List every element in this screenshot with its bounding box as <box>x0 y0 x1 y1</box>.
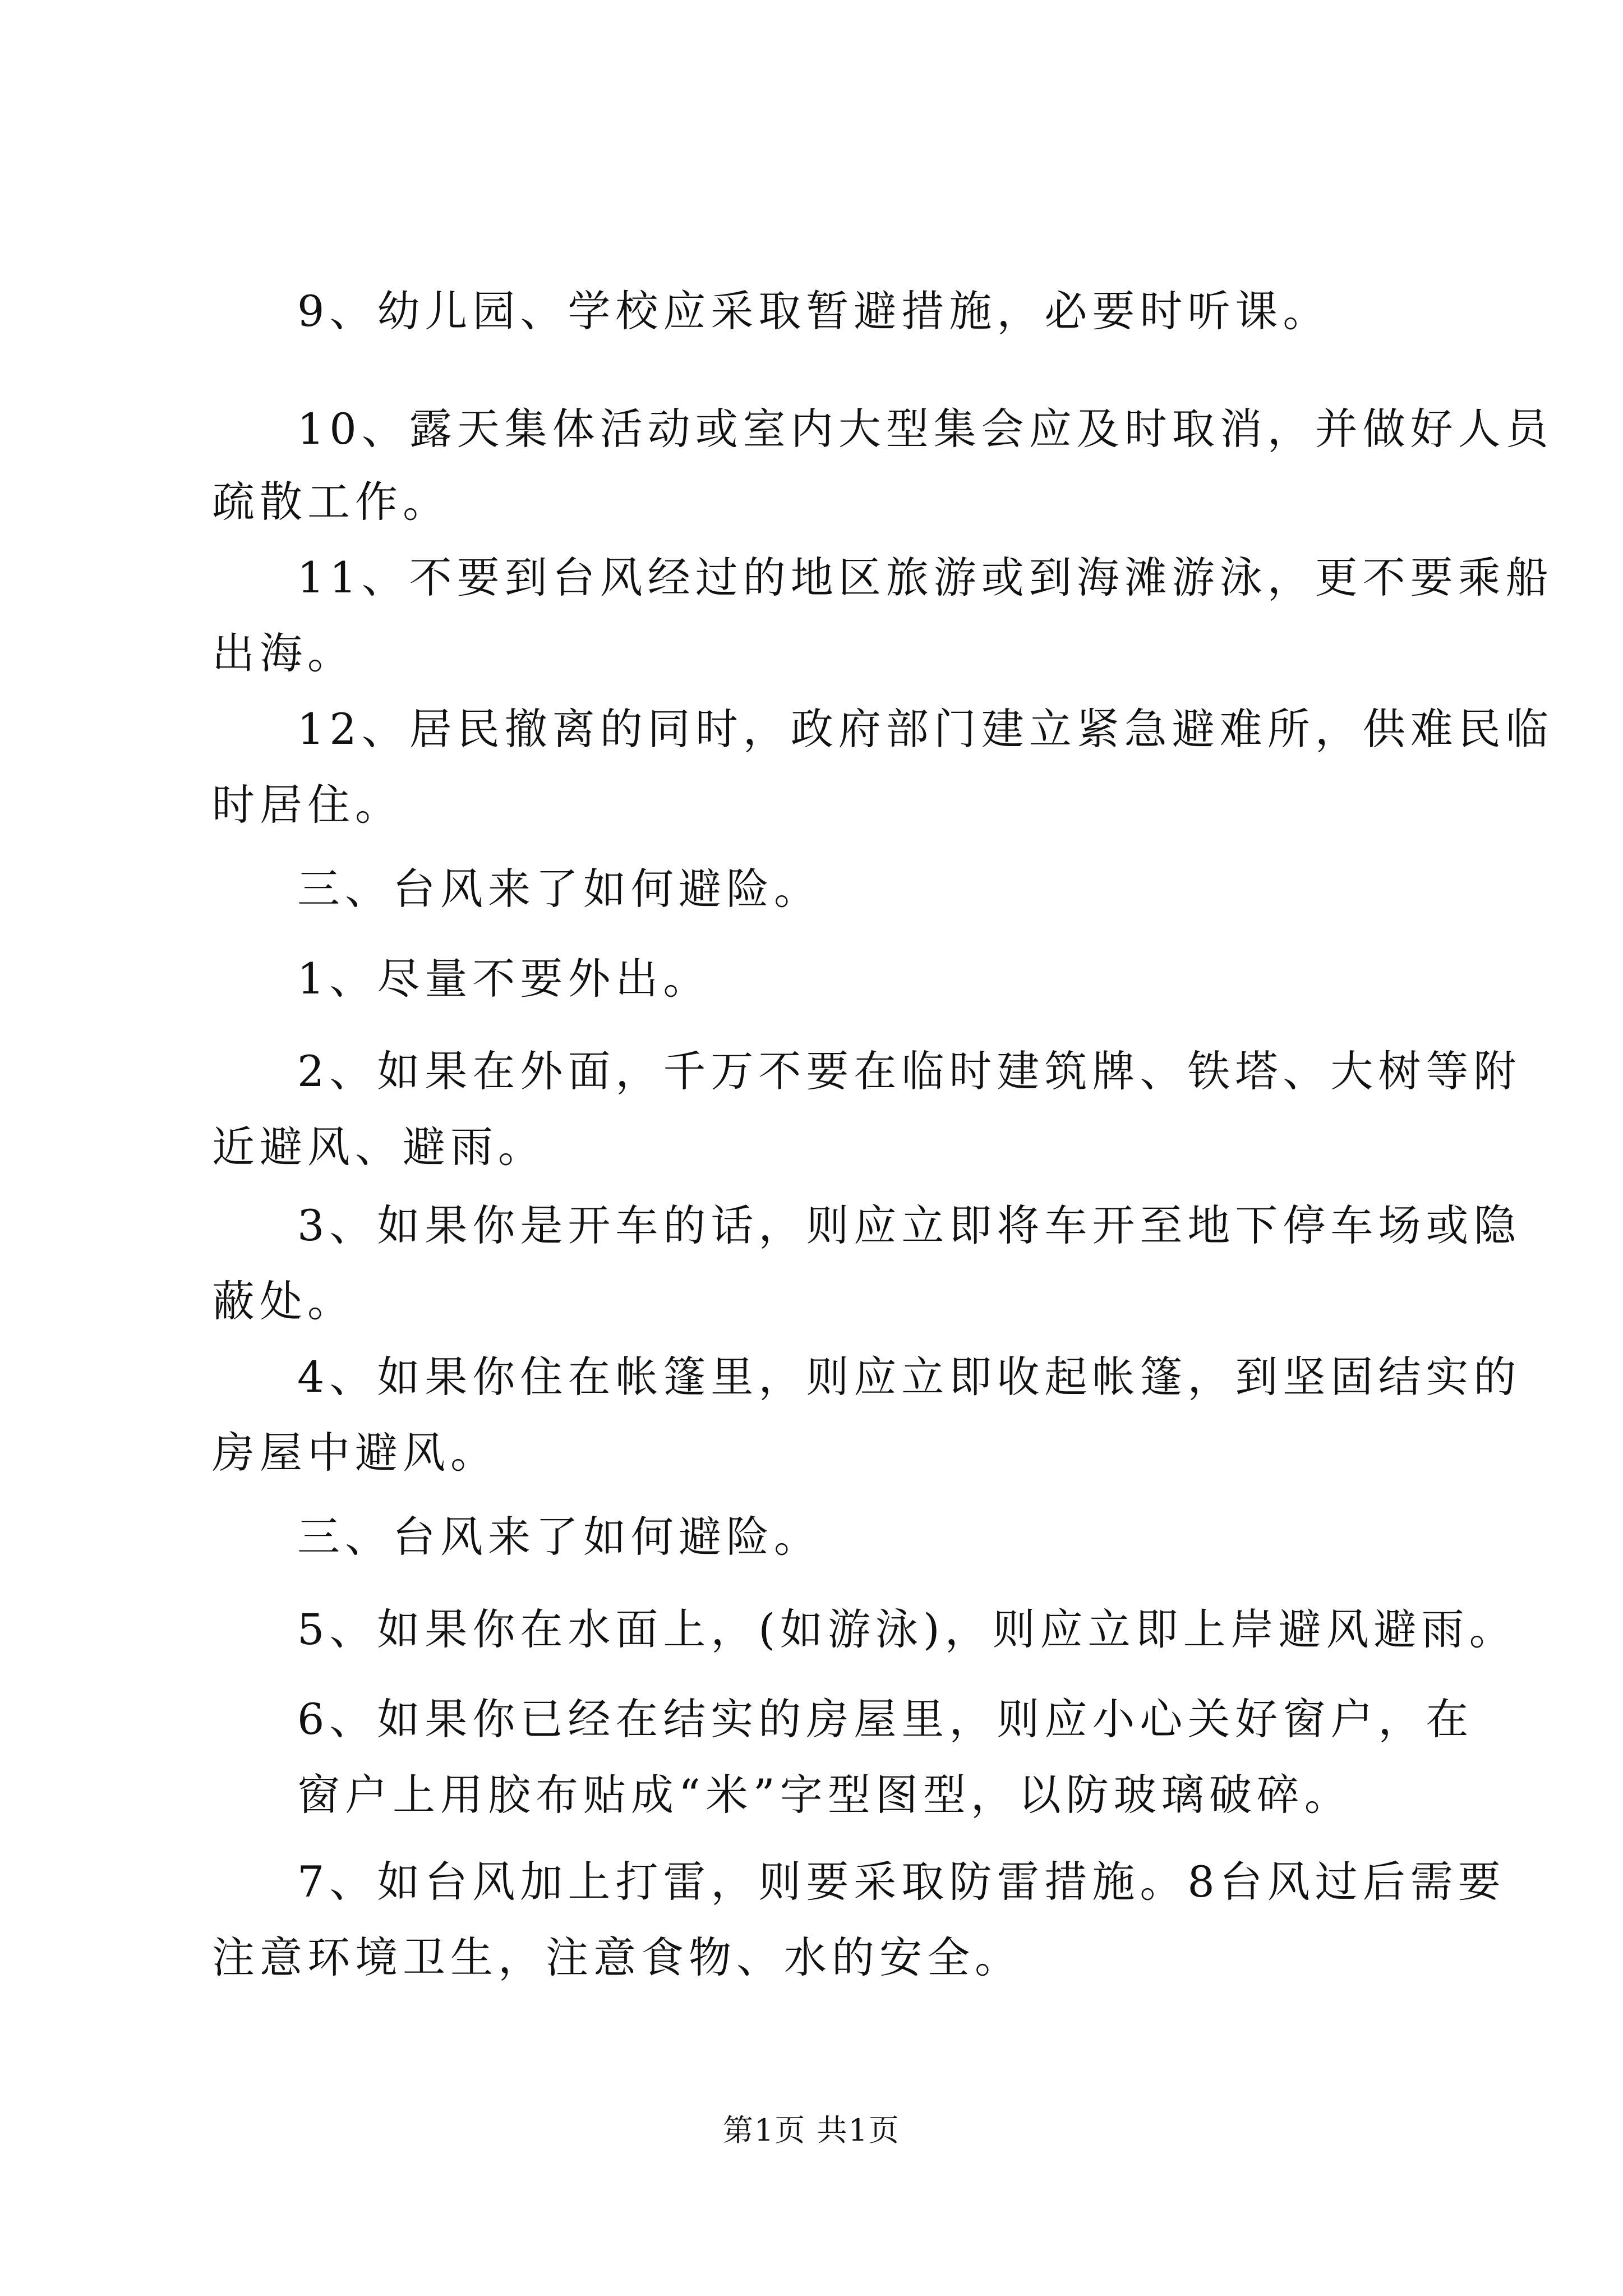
paragraph-line-2: 10、露天集体活动或室内大型集会应及时取消，并做好人员 <box>297 404 1553 454</box>
paragraph-line-5: 出海。 <box>212 628 355 678</box>
paragraph-line-14: 4、如果你住在帐篷里，则应立即收起帐篷，到坚固结实的 <box>297 1352 1521 1402</box>
paragraph-line-17: 5、如果你在水面上，(如游泳)，则应立即上岸避风避雨。 <box>297 1604 1517 1654</box>
paragraph-line-1: 9、幼儿园、学校应采取暂避措施，必要时听课。 <box>297 286 1331 336</box>
paragraph-line-10: 2、如果在外面，千万不要在临时建筑牌、铁塔、大树等附 <box>297 1046 1521 1096</box>
section-heading-1: 三、台风来了如何避险。 <box>297 864 822 914</box>
paragraph-line-6: 12、居民撤离的同时，政府部门建立紧急避难所，供难民临 <box>297 704 1553 754</box>
page-number-footer: 第1页 共1页 <box>723 2113 900 2148</box>
paragraph-line-7: 时居住。 <box>212 780 403 830</box>
paragraph-line-18: 6、如果你已经在结实的房屋里，则应小心关好窗户，在 <box>297 1694 1474 1744</box>
paragraph-line-3: 疏散工作。 <box>212 477 450 527</box>
paragraph-line-11: 近避风、避雨。 <box>212 1122 546 1172</box>
paragraph-line-9: 1、尽量不要外出。 <box>297 954 711 1004</box>
paragraph-line-4: 11、不要到台风经过的地区旅游或到海滩游泳，更不要乘船 <box>297 553 1553 602</box>
paragraph-line-19: 窗户上用胶布贴成“米”字型图型，以防玻璃破碎。 <box>297 1770 1352 1820</box>
paragraph-line-13: 蔽处。 <box>212 1276 355 1326</box>
paragraph-line-15: 房屋中避风。 <box>212 1428 498 1478</box>
paragraph-line-12: 3、如果你是开车的话，则应立即将车开至地下停车场或隐 <box>297 1200 1521 1250</box>
section-heading-2: 三、台风来了如何避险。 <box>297 1512 822 1562</box>
paragraph-line-20: 7、如台风加上打雷，则要采取防雷措施。8台风过后需要 <box>297 1857 1506 1907</box>
paragraph-line-21: 注意环境卫生，注意食物、水的安全。 <box>212 1932 1022 1982</box>
